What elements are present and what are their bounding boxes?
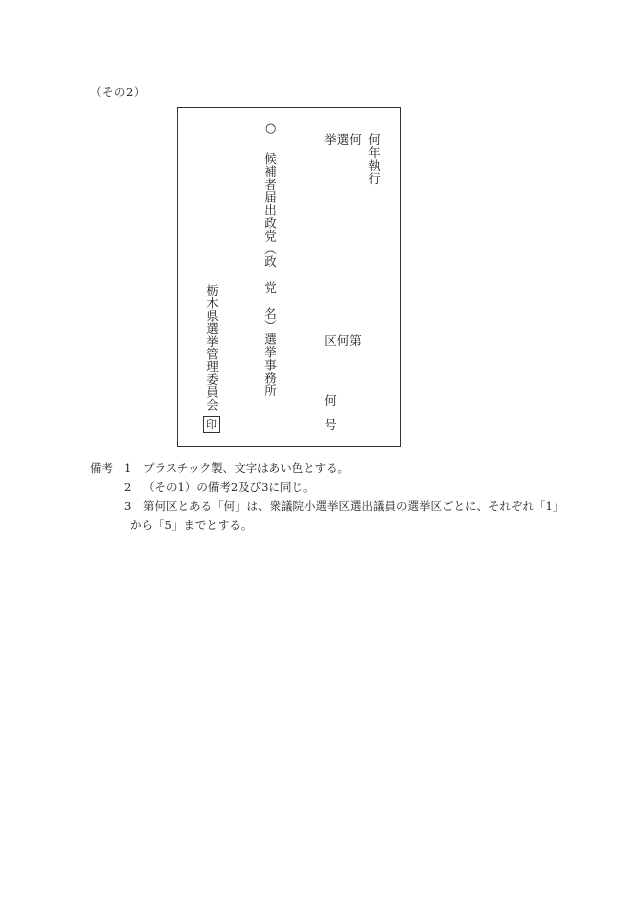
remarks-row [90,478,560,497]
section-label: （その2） [90,85,146,99]
sign-number-what: 何 [322,394,338,407]
remark-text: 第何区とある「何」は、衆議院小選挙区選出議員の選挙区ごとに、それぞれ「1」 [143,499,565,513]
circle-mark-icon: ○ [265,121,277,136]
remark-text: プラスチック製、文字はあい色とする。 [143,461,350,475]
remark-number: 1 [124,461,132,475]
election-name [323,133,361,243]
remarks-section [90,459,565,535]
remark-number: 2 [124,480,132,494]
remarks-row [90,497,565,516]
remarks-row [90,516,560,535]
election-name-char: 選 [335,133,350,146]
party-office-line: 候補者届出政党（政 党 名）選挙事務所 [262,152,278,398]
district-number [323,334,361,348]
district-char: 第 [347,334,363,347]
remarks-heading: 備考 [90,461,113,475]
remarks-row [90,459,560,478]
signboard [177,107,401,447]
execution-year: 何年執行 [366,133,382,185]
seal-stamp: 印 [203,416,220,433]
election-name-char: 何 [347,133,363,146]
remark-text: （その1）の備考2及び3に同じ。 [143,480,315,494]
district-char: 区 [322,334,338,347]
district-char: 何 [335,334,350,347]
remark-continuation: から「5」までとする。 [130,518,253,532]
remark-number: 3 [124,499,132,513]
committee-name: 栃木県選挙管理委員会 [204,284,220,411]
election-name-char: 挙 [322,133,338,146]
sign-number-go: 号 [322,418,338,431]
